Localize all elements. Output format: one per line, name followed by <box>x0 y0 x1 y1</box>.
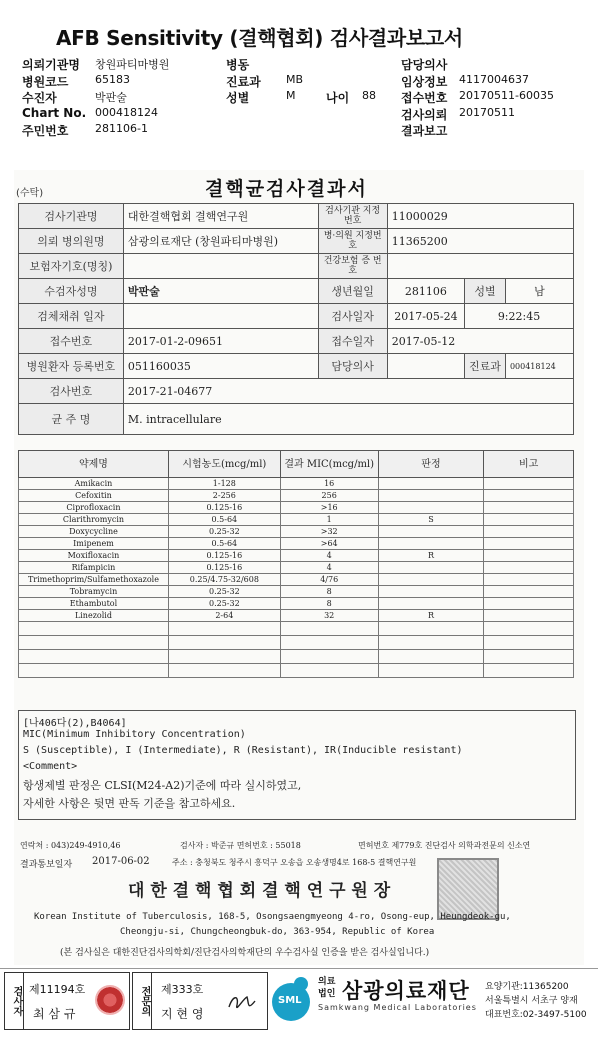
drug-range-cell: 0.25-32 <box>168 598 280 610</box>
header-label-3-l2: 성별 <box>226 91 250 105</box>
dept-value: 000418124 <box>505 354 573 379</box>
receipt-no-value: 2017-01-2-09651 <box>123 329 318 354</box>
exam-no-label: 검사번호 <box>19 379 124 404</box>
drug-range-cell: 2-64 <box>168 610 280 622</box>
drug-interp-cell <box>378 526 484 538</box>
collect-date-value <box>123 304 318 329</box>
drug-name-cell: Rifampicin <box>19 562 169 574</box>
inst-value: 대한결핵협회 결핵연구원 <box>123 204 318 229</box>
examiner-name: 최 삼 규 <box>33 1007 76 1021</box>
header-value-4-v1: 000418124 <box>95 105 158 119</box>
remark-col-header: 비고 <box>484 451 574 478</box>
drug-range-cell: 0.25/4.75-32/608 <box>168 574 280 586</box>
drug-range-cell: 0.125-16 <box>168 550 280 562</box>
drug-name-cell: Moxifloxacin <box>19 550 169 562</box>
drug-row <box>19 514 574 526</box>
info-table <box>18 203 574 435</box>
examiner-box <box>4 972 130 1030</box>
header-value-3-v2: M <box>286 89 296 102</box>
address-kr: 주소 : 충청북도 청주시 흥덕구 오송읍 오송생명4로 168-5 결핵연구원 <box>172 858 417 867</box>
blank-cell <box>378 636 484 650</box>
drug-range-cell: 2-256 <box>168 490 280 502</box>
sex-value: 남 <box>505 279 573 304</box>
drug-name-cell: Clarithromycin <box>19 514 169 526</box>
blank-row <box>19 650 574 664</box>
comment-line-1: 항생제별 판정은 CLSI(M24-A2)기준에 따라 실시하였고, <box>23 779 302 792</box>
health-value <box>387 254 573 279</box>
drug-remark-cell <box>484 526 574 538</box>
drug-range-cell: 0.5-64 <box>168 538 280 550</box>
name-label: 수검자성명 <box>19 279 124 304</box>
sex-label: 성별 <box>465 279 506 304</box>
comment-label: <Comment> <box>23 761 78 772</box>
sml-logo-icon <box>272 977 316 1021</box>
official-seal <box>437 858 499 920</box>
receipt-date-label: 접수일자 <box>318 329 387 354</box>
mic-col-header: 결과 MIC(mcg/ml) <box>280 451 378 478</box>
blank-cell <box>484 622 574 636</box>
blank-cell <box>280 650 378 664</box>
drug-interp-cell: S <box>378 514 484 526</box>
drug-name-cell: Amikacin <box>19 478 169 490</box>
specialist-box-label: 전문의 <box>133 973 152 1029</box>
drug-interp-cell <box>378 574 484 586</box>
drug-remark-cell <box>484 598 574 610</box>
drug-remark-cell <box>484 538 574 550</box>
header-label-2-l2: 진료과 <box>226 74 261 89</box>
drug-interp-cell <box>378 586 484 598</box>
organism-label: 균 주 명 <box>19 404 124 435</box>
drug-range-cell: 1-128 <box>168 478 280 490</box>
drug-row <box>19 550 574 562</box>
header-label-5-l1: 주민번호 <box>22 124 69 138</box>
header-value-2-v2: MB <box>286 72 304 86</box>
drug-mic-cell: 4 <box>280 562 378 574</box>
header-value-3-v3: 88 <box>362 89 376 102</box>
blank-cell <box>378 622 484 636</box>
header-value-4-v4: 20170511 <box>459 105 515 119</box>
drug-remark-cell <box>484 574 574 586</box>
address-line: 서울특별시 서초구 양재 <box>485 996 578 1006</box>
header-label-2-l1: 병원코드 <box>22 74 69 89</box>
drug-range-cell: 0.125-16 <box>168 562 280 574</box>
dob-label: 생년월일 <box>318 279 387 304</box>
reg-no-value: 051160035 <box>123 354 318 379</box>
drug-name-cell: Ciprofloxacin <box>19 502 169 514</box>
drug-interp-cell <box>378 502 484 514</box>
drug-col-header: 약제명 <box>19 451 169 478</box>
address-en-1: Korean Institute of Tuberculosis, 168-5, Osongsaengmyeong 4-ro, Osong-eup, Heungdeok-gu, <box>34 912 511 922</box>
drug-remark-cell <box>484 502 574 514</box>
consignment-tag: (수탁) <box>16 188 44 199</box>
reg-no-label: 병원환자 등록번호 <box>19 354 124 379</box>
address-en-2: Cheongju-si, Chungcheongbuk-do, 363-954, Republic of Korea <box>120 927 435 937</box>
drug-interp-cell <box>378 538 484 550</box>
drug-row <box>19 562 574 574</box>
header-label-3-l3: 나이 <box>326 91 350 105</box>
scan-title: 결핵균검사결과서 <box>205 178 368 200</box>
drug-range-cell: 0.25-32 <box>168 526 280 538</box>
blank-cell <box>19 636 169 650</box>
insurer-label: 보험자기호(명칭) <box>19 254 124 279</box>
blank-cell <box>378 664 484 678</box>
blank-cell <box>484 664 574 678</box>
drug-remark-cell <box>484 550 574 562</box>
examiner-line: 검사자 : 박준규 면허번호 : 55018 <box>180 841 301 850</box>
test-time: 9:22:45 <box>465 304 574 329</box>
exam-no-value: 2017-21-04677 <box>123 379 573 404</box>
notice-date-label: 결과통보일자 <box>20 860 73 870</box>
drug-interp-cell <box>378 562 484 574</box>
drug-row <box>19 490 574 502</box>
drug-name-cell: Linezolid <box>19 610 169 622</box>
inst-code: 11000029 <box>387 204 573 229</box>
drug-interp-cell: R <box>378 610 484 622</box>
bottom-strip <box>0 968 598 1037</box>
drug-mic-cell: 8 <box>280 586 378 598</box>
blank-cell <box>378 650 484 664</box>
header-label-1-l4: 담당의사 <box>401 58 448 72</box>
certification-note: (본 검사실은 대한진단검사의학회/진단검사의학재단의 우수검사실 인증을 받은 검사실입니다.) <box>60 948 430 958</box>
drug-mic-cell: 8 <box>280 598 378 610</box>
health-label: 건강보험 증 번 호 <box>318 254 387 279</box>
drug-remark-cell <box>484 490 574 502</box>
license-line: 면허번호 제779호 진단검사 의학과전문의 신소연 <box>358 841 531 850</box>
header-label-1-l1: 의뢰기관명 <box>22 58 80 72</box>
blank-cell <box>19 650 169 664</box>
blank-cell <box>19 622 169 636</box>
specialist-box <box>132 972 268 1030</box>
drug-table <box>18 450 574 678</box>
drug-remark-cell <box>484 478 574 490</box>
blank-cell <box>19 664 169 678</box>
comment-box <box>18 710 576 820</box>
drug-mic-cell: >64 <box>280 538 378 550</box>
blank-cell <box>168 636 280 650</box>
header-value-2-v4: 4117004637 <box>459 72 529 86</box>
blank-cell <box>280 664 378 678</box>
header-label-2-l4: 임상정보 <box>401 74 448 89</box>
drug-remark-cell <box>484 562 574 574</box>
blank-cell <box>280 622 378 636</box>
inst-code-label: 검사기관 지정번호 <box>318 204 387 229</box>
header-value-3-v1: 박판술 <box>95 91 127 104</box>
drug-remark-cell <box>484 586 574 598</box>
org-name-kr: 대 한 결 핵 협 회 결 핵 연 구 원 장 <box>128 881 391 901</box>
drug-name-cell: Ethambutol <box>19 598 169 610</box>
req-label: 의뢰 병의원명 <box>19 229 124 254</box>
dob-value: 281106 <box>387 279 464 304</box>
blank-cell <box>168 650 280 664</box>
interp-col-header: 판정 <box>378 451 484 478</box>
insurer-value <box>123 254 318 279</box>
drug-mic-cell: 256 <box>280 490 378 502</box>
drug-mic-cell: >32 <box>280 526 378 538</box>
drug-mic-cell: 32 <box>280 610 378 622</box>
req-code-label: 병·의원 지정번호 <box>318 229 387 254</box>
dept-label: 진료과 <box>465 354 506 379</box>
drug-name-cell: Doxycycline <box>19 526 169 538</box>
org-name-en: Samkwang Medical Laboratories <box>318 1003 477 1012</box>
drug-row <box>19 526 574 538</box>
drug-name-cell: Trimethoprim/Sulfamethoxazole <box>19 574 169 586</box>
doctor-label: 담당의사 <box>318 354 387 379</box>
range-col-header: 시험농도(mcg/ml) <box>168 451 280 478</box>
org-prefix-2: 법인 <box>318 989 336 999</box>
blank-row <box>19 664 574 678</box>
drug-range-cell: 0.25-32 <box>168 586 280 598</box>
specialist-no: 제333호 <box>161 983 204 996</box>
drug-remark-cell <box>484 514 574 526</box>
sml-text: SML <box>278 995 302 1006</box>
blank-row <box>19 622 574 636</box>
name-value: 박판술 <box>123 279 318 304</box>
header-label-4-l4: 검사의뢰 <box>401 107 448 122</box>
header-value-2-v1: 65183 <box>95 72 130 86</box>
drug-row <box>19 574 574 586</box>
drug-range-cell: 0.5-64 <box>168 514 280 526</box>
org-prefix-1: 의료 <box>318 977 336 987</box>
drug-interp-cell <box>378 598 484 610</box>
notice-date: 2017-06-02 <box>92 856 150 867</box>
receipt-no-label: 접수번호 <box>19 329 124 354</box>
header-value-1-v1: 창원파티마병원 <box>95 58 170 71</box>
header-label-3-l4: 접수번호 <box>401 91 448 105</box>
comment-code: [나406다(2),B4064] <box>23 718 127 729</box>
drug-row <box>19 598 574 610</box>
phone-line: 대표번호:02-3497-5100 <box>485 1010 587 1020</box>
report-title: AFB Sensitivity (결핵협회) 검사결과보고서 <box>56 26 463 50</box>
drug-row <box>19 502 574 514</box>
drug-row <box>19 610 574 622</box>
blank-cell <box>484 650 574 664</box>
drug-mic-cell: 16 <box>280 478 378 490</box>
test-date: 2017-05-24 <box>387 304 464 329</box>
collect-date-label: 검체채취 일자 <box>19 304 124 329</box>
drug-mic-cell: 4 <box>280 550 378 562</box>
contact-line: 연락처 : 043)249-4910,46 <box>20 841 121 850</box>
drug-row <box>19 586 574 598</box>
test-date-label: 검사일자 <box>318 304 387 329</box>
blank-cell <box>168 664 280 678</box>
comment-line-2: 자세한 사항은 뒷면 판독 기준을 참고하세요. <box>23 797 236 810</box>
header-label-1-l2: 병동 <box>226 58 250 72</box>
examiner-no: 제11194호 <box>29 983 86 996</box>
header-value-3-v4: 20170511-60035 <box>459 89 554 102</box>
drug-range-cell: 0.125-16 <box>168 502 280 514</box>
header-label-4-l1: Chart No. <box>22 105 87 120</box>
drug-interp-cell <box>378 478 484 490</box>
drug-mic-cell: 4/76 <box>280 574 378 586</box>
drug-remark-cell <box>484 610 574 622</box>
drug-name-cell: Imipenem <box>19 538 169 550</box>
header-label-3-l1: 수진자 <box>22 91 57 105</box>
examiner-box-label: 검사자 <box>5 973 24 1029</box>
drug-interp-cell: R <box>378 550 484 562</box>
inst-code-line: 요양기관:11365200 <box>485 982 569 992</box>
mic-definition: MIC(Minimum Inhibitory Concentration) <box>23 729 246 740</box>
blank-cell <box>484 636 574 650</box>
drug-row <box>19 478 574 490</box>
inst-label: 검사기관명 <box>19 204 124 229</box>
drug-row <box>19 538 574 550</box>
doctor-value <box>387 354 464 379</box>
drug-name-cell: Cefoxitin <box>19 490 169 502</box>
drug-mic-cell: 1 <box>280 514 378 526</box>
organism-value: M. intracellulare <box>123 404 573 435</box>
req-code: 11365200 <box>387 229 573 254</box>
signature-icon <box>225 989 261 1017</box>
blank-cell <box>168 622 280 636</box>
req-value: 삼광의료재단 (창원파티마병원) <box>123 229 318 254</box>
org-name: 삼광의료재단 <box>342 979 470 1003</box>
interp-legend: S (Susceptible), I (Intermediate), R (Resistant), IR(Inducible resistant) <box>23 745 463 756</box>
drug-mic-cell: >16 <box>280 502 378 514</box>
receipt-date: 2017-05-12 <box>387 329 573 354</box>
specialist-name: 지 현 영 <box>161 1007 204 1021</box>
blank-cell <box>280 636 378 650</box>
blank-row <box>19 636 574 650</box>
examiner-seal-icon <box>95 985 125 1015</box>
header-value-5-v1: 281106-1 <box>95 122 148 135</box>
drug-name-cell: Tobramycin <box>19 586 169 598</box>
header-label-5-l4: 결과보고 <box>401 124 448 138</box>
drug-interp-cell <box>378 490 484 502</box>
